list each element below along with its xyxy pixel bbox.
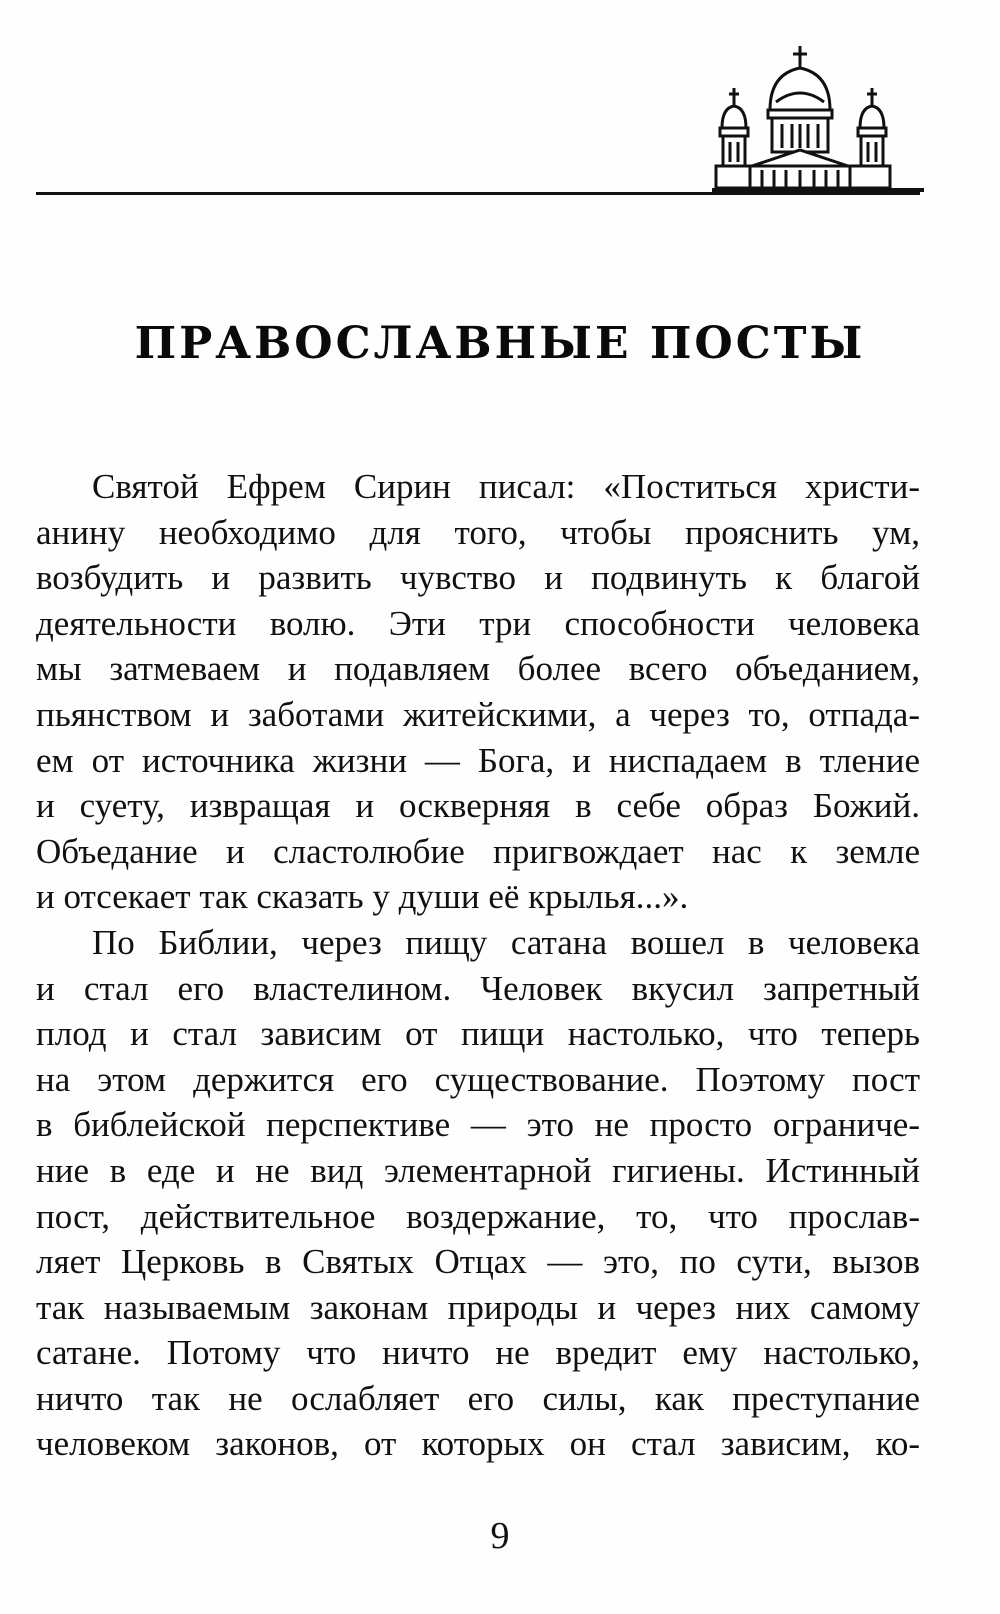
- text-line: и отсекает так сказать у души её крылья...».: [36, 877, 689, 917]
- text-line: ние в еде и не вид элементарной гигиены. Истинный: [36, 1150, 920, 1190]
- text-line: Святой Ефрем Сирин писал: «Поститься христи-: [92, 467, 920, 506]
- text-line: в библейской перспективе — это не просто ограниче-: [36, 1105, 920, 1145]
- text-line: и стал его властелином. Человек вкусил запретный: [36, 968, 920, 1008]
- text-line: пьянством и заботами житейскими, а через то, отпада-: [36, 694, 920, 734]
- header-rule: [36, 192, 920, 195]
- text-line: на этом держится его существование. Поэтому пост: [36, 1059, 920, 1099]
- text-line: человеком законов, от которых он стал зависим, ко-: [36, 1424, 920, 1464]
- cathedral-icon: [712, 44, 924, 196]
- page-title: ПРАВОСЛАВНЫЕ ПОСТЫ: [134, 318, 866, 369]
- text-line: и суету, извращая и оскверняя в себе образ Божий.: [36, 786, 920, 826]
- text-line: плод и стал зависим от пищи настолько, что теперь: [36, 1014, 920, 1054]
- body-text: [36, 464, 920, 1467]
- page-number: 9: [490, 1515, 510, 1557]
- text-line: По Библии, через пищу сатана вошел в человека: [92, 922, 920, 962]
- text-line: ничто так не ослабляет его силы, как преступание: [36, 1378, 920, 1418]
- text-line: анину необходимо для того, чтобы прояснить ум,: [36, 512, 920, 552]
- text-line: деятельности волю. Эти три способности человека: [36, 603, 920, 643]
- text-line: сатане. Потому что ничто не вредит ему настолько,: [36, 1333, 920, 1373]
- text-line: Объедание и сластолюбие пригвождает нас к земле: [36, 831, 920, 871]
- text-line: ем от источника жизни — Бога, и ниспадаем в тление: [36, 740, 920, 780]
- text-line: возбудить и развить чувство и подвинуть к благой: [36, 558, 920, 598]
- text-line: так называемым законам природы и через них самому: [36, 1287, 920, 1327]
- text-line: ляет Церковь в Святых Отцах — это, по сути, вызов: [36, 1242, 920, 1282]
- text-line: пост, действительное воздержание, то, что прослав-: [36, 1196, 920, 1236]
- text-line: мы затмеваем и подавляем более всего объеданием,: [36, 649, 920, 689]
